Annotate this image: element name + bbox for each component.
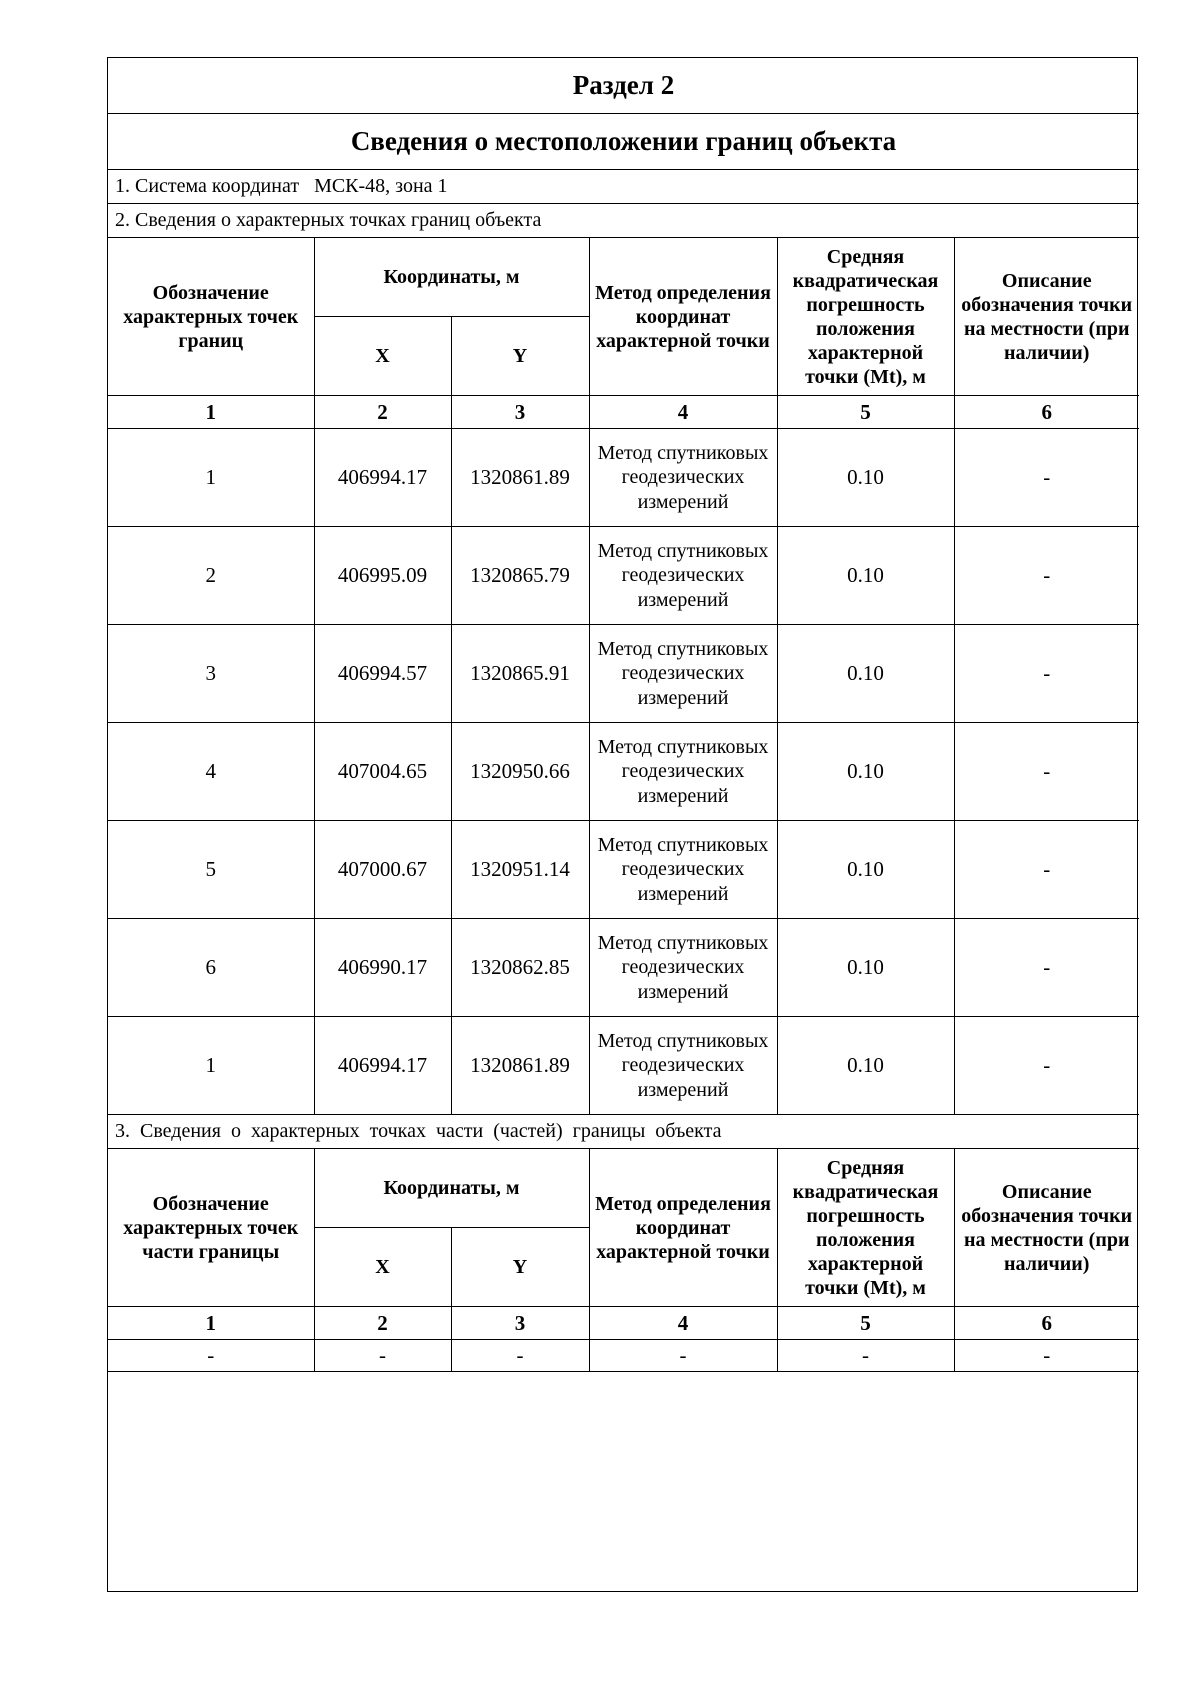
column-number: 5 xyxy=(777,1307,954,1340)
section-heading: Сведения о местоположении границ объекта xyxy=(108,114,1139,170)
point-x: 406994.57 xyxy=(314,625,451,723)
point-x: 406990.17 xyxy=(314,919,451,1017)
point-method: Метод спутниковых геодезических измерений xyxy=(589,429,777,527)
part-point-desc: - xyxy=(954,1340,1139,1372)
point-desc: - xyxy=(954,429,1139,527)
header-method: Метод определения координат характерной точки xyxy=(589,1149,777,1307)
part-point-id: - xyxy=(108,1340,314,1372)
column-number: 2 xyxy=(314,1307,451,1340)
column-number: 3 xyxy=(451,1307,589,1340)
column-numbers-row xyxy=(108,396,1139,429)
column-number: 4 xyxy=(589,1307,777,1340)
point-id: 3 xyxy=(108,625,314,723)
point-x: 407004.65 xyxy=(314,723,451,821)
header-y: Y xyxy=(451,317,589,396)
column-number: 6 xyxy=(954,1307,1139,1340)
point-y: 1320951.14 xyxy=(451,821,589,919)
point-method: Метод спутниковых геодезических измерений xyxy=(589,625,777,723)
header-error: Средняя квадратическая погрешность положения характерной точки (Mt), м xyxy=(777,238,954,396)
column-number: 1 xyxy=(108,1307,314,1340)
table-row xyxy=(108,821,1139,919)
point-y: 1320950.66 xyxy=(451,723,589,821)
table-row xyxy=(108,1017,1139,1115)
header-coordinates: Координаты, м xyxy=(314,238,589,317)
point-y: 1320861.89 xyxy=(451,429,589,527)
header-x: X xyxy=(314,1228,451,1307)
point-mt: 0.10 xyxy=(777,723,954,821)
part-point-method: - xyxy=(589,1340,777,1372)
point-method: Метод спутниковых геодезических измерений xyxy=(589,821,777,919)
column-number: 2 xyxy=(314,396,451,429)
point-desc: - xyxy=(954,527,1139,625)
point-method: Метод спутниковых геодезических измерений xyxy=(589,919,777,1017)
point-id: 1 xyxy=(108,429,314,527)
header-part-point-designation: Обозначение характерных точек части границы xyxy=(108,1149,314,1307)
table-row xyxy=(108,723,1139,821)
header-error: Средняя квадратическая погрешность положения характерной точки (Mt), м xyxy=(777,1149,954,1307)
point-id: 6 xyxy=(108,919,314,1017)
header-x: X xyxy=(314,317,451,396)
point-desc: - xyxy=(954,919,1139,1017)
header-coordinates: Координаты, м xyxy=(314,1149,589,1228)
point-x: 406994.17 xyxy=(314,1017,451,1115)
point-mt: 0.10 xyxy=(777,527,954,625)
point-mt: 0.10 xyxy=(777,1017,954,1115)
table-row xyxy=(108,919,1139,1017)
column-number: 1 xyxy=(108,396,314,429)
part-point-y: - xyxy=(451,1340,589,1372)
point-desc: - xyxy=(954,1017,1139,1115)
empty-area xyxy=(108,1372,1139,1551)
point-mt: 0.10 xyxy=(777,821,954,919)
column-number: 5 xyxy=(777,396,954,429)
coord-system-row xyxy=(108,170,1139,204)
coord-system-value: МСК-48, зона 1 xyxy=(314,175,448,197)
column-number: 4 xyxy=(589,396,777,429)
point-desc: - xyxy=(954,821,1139,919)
column-number: 3 xyxy=(451,396,589,429)
point-method: Метод спутниковых геодезических измерений xyxy=(589,1017,777,1115)
point-mt: 0.10 xyxy=(777,429,954,527)
header-description: Описание обозначения точки на местности (при наличии) xyxy=(954,238,1139,396)
point-y: 1320862.85 xyxy=(451,919,589,1017)
point-id: 1 xyxy=(108,1017,314,1115)
column-number: 6 xyxy=(954,396,1139,429)
document-frame xyxy=(107,57,1138,1592)
point-x: 407000.67 xyxy=(314,821,451,919)
point-x: 406995.09 xyxy=(314,527,451,625)
header-method: Метод определения координат характерной точки xyxy=(589,238,777,396)
point-method: Метод спутниковых геодезических измерений xyxy=(589,723,777,821)
table-row xyxy=(108,429,1139,527)
part-point-mt: - xyxy=(777,1340,954,1372)
section-title: Раздел 2 xyxy=(108,58,1139,114)
part3-title: 3. Сведения о характерных точках части (частей) границы объекта xyxy=(108,1115,1139,1149)
table-row xyxy=(108,625,1139,723)
point-id: 4 xyxy=(108,723,314,821)
table-row xyxy=(108,1340,1139,1372)
point-desc: - xyxy=(954,625,1139,723)
header-y: Y xyxy=(451,1228,589,1307)
point-x: 406994.17 xyxy=(314,429,451,527)
point-y: 1320861.89 xyxy=(451,1017,589,1115)
point-id: 2 xyxy=(108,527,314,625)
point-desc: - xyxy=(954,723,1139,821)
point-y: 1320865.91 xyxy=(451,625,589,723)
point-id: 5 xyxy=(108,821,314,919)
column-numbers-row xyxy=(108,1307,1139,1340)
coord-system-label: 1. Система координат xyxy=(115,175,300,197)
part2-title: 2. Сведения о характерных точках границ объекта xyxy=(108,204,1139,238)
boundary-table xyxy=(108,58,1139,1550)
point-method: Метод спутниковых геодезических измерений xyxy=(589,527,777,625)
point-mt: 0.10 xyxy=(777,625,954,723)
table-row xyxy=(108,527,1139,625)
point-y: 1320865.79 xyxy=(451,527,589,625)
part-point-x: - xyxy=(314,1340,451,1372)
header-description: Описание обозначения точки на местности (при наличии) xyxy=(954,1149,1139,1307)
point-mt: 0.10 xyxy=(777,919,954,1017)
header-point-designation: Обозначение характерных точек границ xyxy=(108,238,314,396)
